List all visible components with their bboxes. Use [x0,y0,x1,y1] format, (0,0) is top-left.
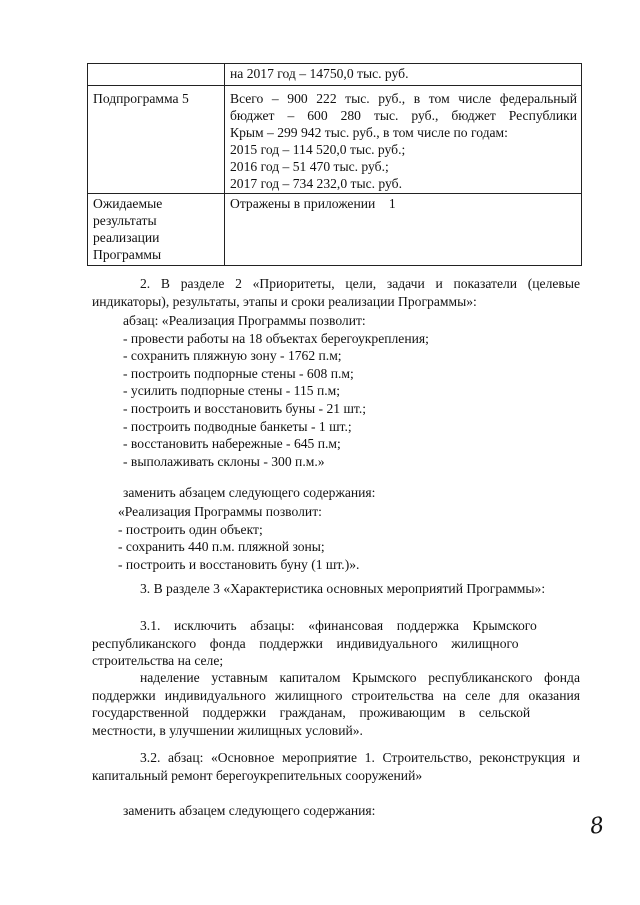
new-paragraph [118,503,558,573]
paragraph-line: республиканского фонда поддержки индивидуального жилищного [92,635,519,651]
new-intro: «Реализация Программы позволит: [118,504,322,519]
table-line: 2015 год – 114 520,0 тыс. руб.; [230,142,406,157]
heading-line: 2. В разделе 2 «Приоритеты, цели, задачи и показатели (целевые [140,276,580,291]
paragraph-line: 3.1. исключить абзацы: «финансовая поддержка Крымского [140,618,537,633]
list-item: - построить один объект; [118,521,263,537]
old-paragraph [123,312,563,470]
table-line: Отражены в приложении 1 [230,196,396,211]
table-cell-value [225,64,582,86]
paragraph-line: капитальный ремонт берегоукрепительных сооружений» [92,767,423,783]
table-line: 2017 год – 734 232,0 тыс. руб. [230,176,402,191]
table-line: реализации [93,230,160,245]
list-item: - восстановить набережные - 645 п.м; [123,436,341,452]
paragraph-line: наделение уставным капиталом Крымского республиканского фонда [140,670,580,685]
table-line: Программы [93,247,162,262]
section2-heading [92,275,580,310]
paragraph-3-1-b [92,669,580,739]
heading-line: индикаторы), результаты, этапы и сроки реализации Программы»: [92,293,477,309]
paragraph-line: государственной поддержки гражданам, проживающим в сельской [92,705,531,721]
table-line: результаты [93,213,157,228]
table-cell-value [225,194,582,266]
paragraph-line: 3.2. абзац: «Основное мероприятие 1. Строительство, реконструкция и [140,750,580,765]
table-line: на 2017 год – 14750,0 тыс. руб. [230,66,409,81]
paragraph-3-1 [92,617,580,670]
list-item: - построить и восстановить буны - 21 шт.; [123,400,367,416]
page-number: 8 [588,813,606,840]
table-line: Всего – 900 222 тыс. руб., в том числе федеральный [230,91,577,106]
list-item: - построить подпорные стены - 608 п.м; [123,365,354,381]
paragraph-line: поддержки индивидуального жилищного строительства на селе для оказания [92,687,580,703]
list-item: - провести работы на 18 объектах берегоукрепления; [123,330,429,346]
list-item: - построить подводные банкеты - 1 шт.; [123,418,352,434]
list-item: - сохранить пляжную зону - 1762 п.м; [123,348,342,364]
table-line: 2016 год – 51 470 тыс. руб.; [230,159,389,174]
list-item: - выполаживать склоны - 300 п.м.» [123,453,325,469]
replace-label: заменить абзацем следующего содержания: [123,803,376,818]
paragraph-line: местности, в улучшении жилищных условий». [92,722,363,738]
list-item: - построить и восстановить буну (1 шт.)». [118,556,360,572]
table-row [88,86,582,194]
table-cell-label [88,194,225,266]
program-info-table [87,63,582,266]
old-intro: абзац: «Реализация Программы позволит: [123,313,366,328]
table-row [88,64,582,86]
table-line: Крым – 299 942 тыс. руб., в том числе по годам: [230,125,508,140]
table-cell-label [88,64,225,86]
paragraph-line: строительства на селе; [92,653,224,669]
list-item: - сохранить 440 п.м. пляжной зоны; [118,539,325,555]
table-line: Ожидаемые [93,196,163,211]
table-row [88,194,582,266]
table-line: бюджет – 600 280 тыс. руб., бюджет Республики [230,108,577,123]
table-cell-label [88,86,225,194]
replace-label: заменить абзацем следующего содержания: [123,485,376,500]
list-item: - усилить подпорные стены - 115 п.м; [123,383,341,399]
table-cell-value [225,86,582,194]
paragraph-3-2 [92,749,580,784]
section3-heading: 3. В разделе 3 «Характеристика основных мероприятий Программы»: [140,581,546,596]
table-line: Подпрограмма 5 [93,91,189,106]
